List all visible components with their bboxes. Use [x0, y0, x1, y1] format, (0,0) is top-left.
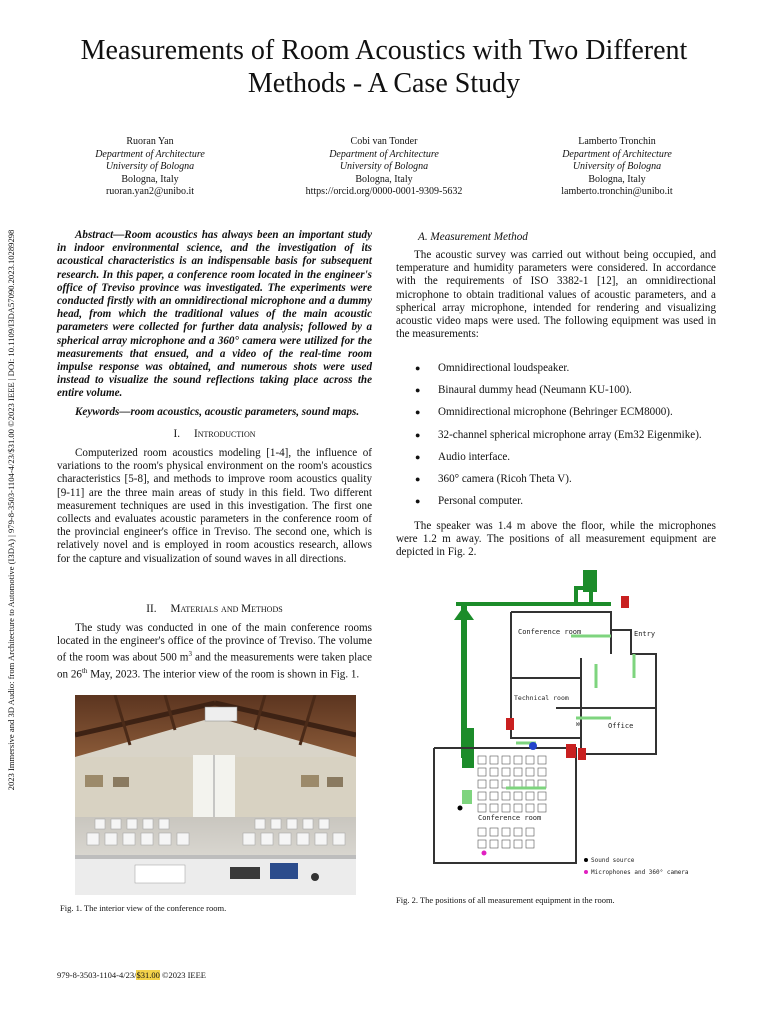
section-heading-methods: II. Materials and Methods: [146, 603, 283, 615]
author-univ: University of Bologna: [572, 161, 662, 172]
subsection-heading-measurement-method: A. Measurement Method: [418, 231, 528, 243]
keywords: Keywords—room acoustics, acoustic parameters, sound maps.: [75, 406, 360, 418]
author-email: ruoran.yan2@unibo.it: [105, 186, 195, 197]
equipment-list: [412, 362, 716, 517]
legend-microphones: Microphones and 360° camera: [591, 869, 689, 876]
list-item: ● 32-channel spherical microphone array (Em32 Eigenmike).: [412, 429, 716, 442]
author-2: [264, 136, 504, 199]
floor-plan-room-label: Technical room: [514, 694, 569, 702]
legend-sound-source: Sound source: [591, 857, 635, 864]
author-dept: Department of Architecture: [562, 148, 672, 160]
author-name: Lamberto Tronchin: [578, 136, 656, 147]
abstract: Abstract—Room acoustics has always been an important study in indoor environmental science, and the investigation of its acoustical characteristics is an indispensable basis for subsequent research. In this paper, a conference room located in the engineer's office of Treviso province was investigated. The experiments were conducted firstly with an omnidirectional microphone and a dummy head, from which the traditional values of the main acoustic parameters were collected for further data analysis; followed by a spherical array microphone and a 360° camera were utilized for the measurements that ensued, and a video of the real-time room impulse response was obtained, and numerous shots were used instead to visualize the sound reflections taking place across the entire volume.: [57, 229, 372, 400]
author-orcid: https://orcid.org/0000-0001-9309-5632: [305, 186, 463, 197]
author-city: Bologna, Italy: [588, 173, 646, 185]
floor-plan-figure: [396, 568, 716, 888]
list-item: ● Omnidirectional microphone (Behringer ECM8000).: [412, 406, 716, 419]
list-item: ● Personal computer.: [412, 495, 716, 508]
author-dept: Department of Architecture: [329, 148, 439, 160]
footer-copyright: 979-8-3503-1104-4/23/$31.00 ©2023 IEEE: [57, 970, 206, 980]
floor-plan-room-label: Entry: [634, 630, 656, 638]
list-item: ● Omnidirectional loudspeaker.: [412, 362, 716, 375]
author-city: Bologna, Italy: [121, 173, 179, 185]
author-dept: Department of Architecture: [95, 148, 205, 160]
conference-room-photo: [75, 695, 356, 895]
author-univ: University of Bologna: [339, 161, 429, 172]
paper-title: Measurements of Room Acoustics with Two Different Methods - A Case Study: [80, 35, 688, 99]
ieee-sidebar-citation: 2023 Immersive and 3D Audio: from Architecture to Automotive (I3DA) | 979-8-3503-1104-4/23/$31.00 ©2023 IEEE | DOI: 10.1109/I3DA57090.2023.10289298: [6, 229, 16, 791]
figure-1-caption: Fig. 1. The interior view of the conference room.: [60, 903, 227, 913]
author-univ: University of Bologna: [105, 161, 195, 172]
floor-plan-room-label: Office: [608, 722, 634, 730]
list-item: ● Binaural dummy head (Neumann KU-100).: [412, 384, 716, 397]
author-email: lamberto.tronchin@unibo.it: [561, 186, 673, 197]
author-name: Ruoran Yan: [126, 136, 174, 147]
measurement-text: The acoustic survey was carried out without being occupied, and temperature and humidity parameters were considered. In accordance with the requirements of ISO 3382-1 [12], an omnidirectional microphone to obtain traditional values of acoustic parameters, and a spherical array microphone, intended for rendering and visualizing acoustic video maps were used. The following equipment was used in the measurements:: [396, 249, 716, 341]
list-item: ● Audio interface.: [412, 451, 716, 464]
figure-2-caption: Fig. 2. The positions of all measurement equipment in the room.: [396, 895, 615, 905]
list-item: ● 360° camera (Ricoh Theta V).: [412, 473, 716, 486]
author-city: Bologna, Italy: [355, 173, 413, 185]
floor-plan-room-label: WC: [576, 722, 583, 728]
section-heading-introduction: I. Introduction: [173, 428, 256, 440]
author-3: [497, 136, 737, 199]
floor-plan-room-label: Conference room: [518, 628, 582, 636]
speaker-position-text: The speaker was 1.4 m above the floor, while the microphones were 1.2 m away. The positions of all measurement equipment are depicted in Fig. 2.: [396, 520, 716, 559]
methods-text: The study was conducted in one of the main conference rooms located in the engineer's office of the province of Treviso. The volume of the room was about 500 $m^3$ and the measurements were taken place on 26th May, 2023. The interior view of the room is shown in Fig. 1.: [57, 622, 372, 681]
floor-plan-room-label: Conference room: [478, 814, 542, 822]
author-1: [30, 136, 270, 199]
author-name: Cobi van Tonder: [350, 136, 418, 147]
introduction-text: Computerized room acoustics modeling [1-4], the influence of variations to the room's physical environment on the room's acoustics characteristics [5-8], and methods to improve room acoustics quality [9-11] are the three main areas of study in this field. Two different measurement techniques are used in this investigation. The first one collects and evaluates acoustic parameters in the conference room of the provincial engineer's office in Treviso. The second one, which is relatively novel and is employed in room acoustics research, allows for the capture and visualization of sound waves in all directions.: [57, 447, 372, 565]
